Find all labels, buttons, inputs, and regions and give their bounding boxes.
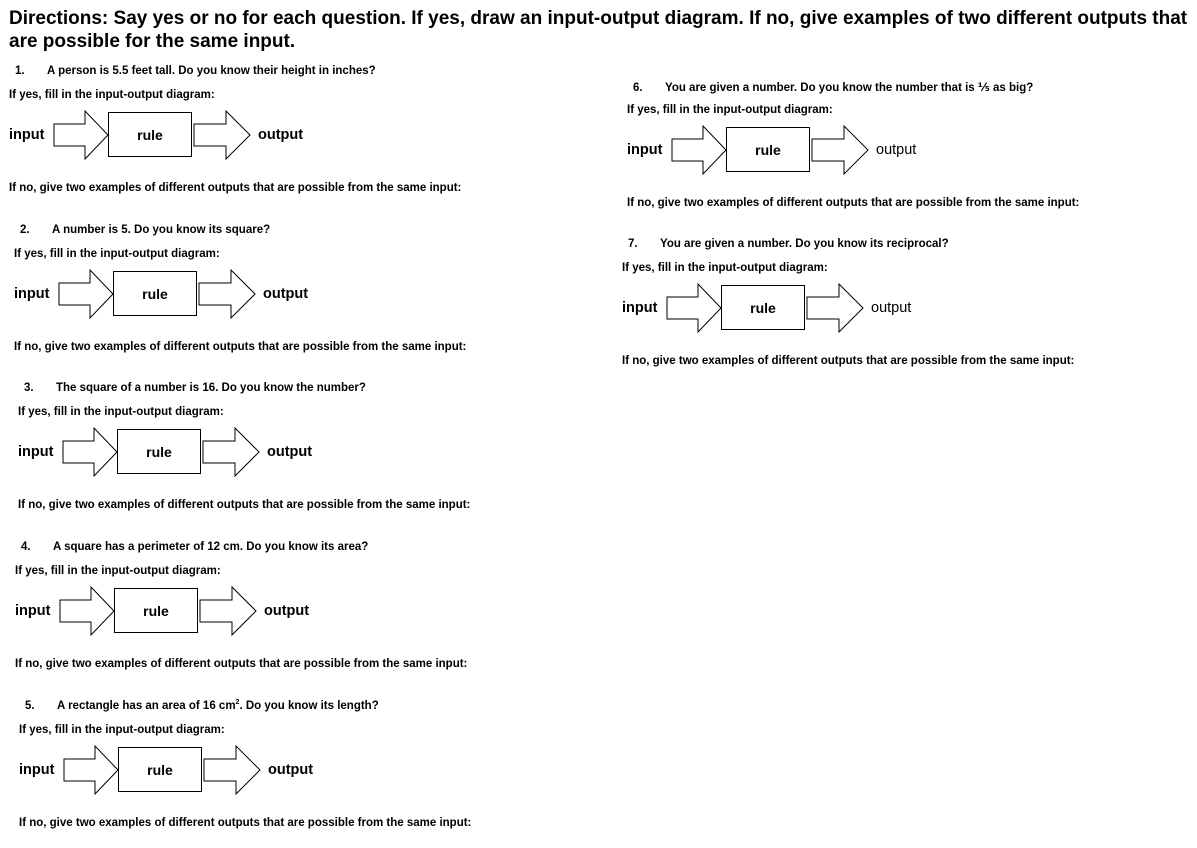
question-4: [15, 541, 575, 671]
output-arrow: [806, 283, 864, 333]
input-label: input: [627, 142, 663, 158]
question-prompt: A rectangle has an area of 16 cm: [57, 700, 236, 712]
input-output-diagram: [14, 269, 354, 319]
input-arrow: [666, 283, 722, 333]
question-number: 5.: [25, 700, 35, 712]
question-number: 4.: [21, 541, 31, 553]
rule-label: rule: [142, 285, 168, 302]
input-label: input: [15, 603, 51, 619]
if-no-instruction: If no, give two examples of different outputs that are possible from the same input:: [19, 817, 472, 829]
input-output-diagram: [627, 125, 967, 175]
if-yes-instruction: If yes, fill in the input-output diagram:: [18, 406, 224, 418]
if-yes-instruction: If yes, fill in the input-output diagram:: [622, 262, 828, 274]
question-6: [627, 80, 1187, 210]
question-number: 7.: [628, 238, 638, 250]
rule-label: rule: [147, 761, 173, 778]
input-arrow: [53, 110, 109, 160]
output-arrow: [198, 269, 256, 319]
output-arrow: [199, 586, 257, 636]
if-yes-instruction: If yes, fill in the input-output diagram:: [14, 248, 220, 260]
input-label: input: [19, 762, 55, 778]
rule-label: rule: [146, 443, 172, 460]
question-number: 1.: [15, 65, 25, 77]
question-text: [24, 382, 366, 394]
rule-label: rule: [755, 141, 781, 158]
input-arrow: [62, 427, 118, 477]
output-label: output: [871, 300, 912, 316]
rule-label: rule: [143, 602, 169, 619]
rule-box[interactable]: [117, 429, 201, 474]
question-5: [19, 700, 579, 830]
input-arrow: [63, 745, 119, 795]
output-label: output: [264, 603, 310, 619]
rule-box[interactable]: [114, 588, 198, 633]
rule-box[interactable]: [108, 112, 192, 157]
input-arrow: [671, 125, 727, 175]
question-prompt: A number is 5. Do you know its square?: [52, 224, 271, 236]
input-output-diagram: [18, 427, 358, 477]
input-label: input: [18, 444, 54, 460]
input-arrow: [58, 269, 114, 319]
rule-label: rule: [750, 299, 776, 316]
input-label: input: [9, 127, 45, 143]
question-text: [21, 541, 368, 553]
question-prompt: A square has a perimeter of 12 cm. Do you know its area?: [53, 541, 369, 553]
directions-heading: Directions: Say yes or no for each question. If yes, draw an input-output diagram. If no, give examples of two different outputs that are possible for the same input.: [9, 8, 1188, 52]
input-output-diagram: [15, 586, 355, 636]
rule-label: rule: [137, 126, 163, 143]
question-prompt: You are given a number. Do you know the number that is ⅕ as big?: [665, 82, 1034, 94]
question-text: [20, 224, 270, 236]
input-output-diagram: [9, 110, 349, 160]
if-no-instruction: If no, give two examples of different outputs that are possible from the same input:: [627, 197, 1080, 209]
input-output-diagram: [19, 745, 359, 795]
question-prompt: You are given a number. Do you know its reciprocal?: [660, 238, 949, 250]
question-3: [18, 382, 578, 512]
input-label: input: [14, 286, 50, 302]
question-1: [9, 65, 569, 195]
superscript-exponent: 2: [235, 699, 240, 707]
output-label: output: [268, 762, 314, 778]
question-text: [15, 65, 376, 77]
rule-box[interactable]: [113, 271, 197, 316]
if-no-instruction: If no, give two examples of different outputs that are possible from the same input:: [14, 341, 467, 353]
output-arrow: [811, 125, 869, 175]
question-text: [628, 238, 949, 250]
input-output-diagram: [622, 283, 962, 333]
if-no-instruction: If no, give two examples of different outputs that are possible from the same input:: [622, 355, 1075, 367]
question-7: [622, 238, 1182, 368]
if-no-instruction: If no, give two examples of different outputs that are possible from the same input:: [15, 658, 468, 670]
output-label: output: [258, 127, 304, 143]
if-yes-instruction: If yes, fill in the input-output diagram:: [19, 724, 225, 736]
output-arrow: [202, 427, 260, 477]
input-label: input: [622, 300, 658, 316]
output-arrow: [193, 110, 251, 160]
rule-box[interactable]: [726, 127, 810, 172]
question-number: 6.: [633, 82, 643, 94]
question-prompt-end: . Do you know its length?: [239, 700, 379, 712]
question-number: 3.: [24, 382, 34, 394]
question-text: [25, 700, 379, 712]
if-yes-instruction: If yes, fill in the input-output diagram:: [627, 104, 833, 116]
question-prompt: The square of a number is 16. Do you know the number?: [56, 382, 366, 394]
if-no-instruction: If no, give two examples of different outputs that are possible from the same input:: [9, 182, 462, 194]
rule-box[interactable]: [118, 747, 202, 792]
question-text: [633, 80, 1033, 94]
rule-box[interactable]: [721, 285, 805, 330]
output-label: output: [876, 142, 917, 158]
if-no-instruction: If no, give two examples of different outputs that are possible from the same input:: [18, 499, 471, 511]
question-prompt: A person is 5.5 feet tall. Do you know their height in inches?: [47, 65, 376, 77]
output-label: output: [267, 444, 313, 460]
if-yes-instruction: If yes, fill in the input-output diagram:: [9, 89, 215, 101]
output-label: output: [263, 286, 309, 302]
question-2: [14, 224, 574, 354]
if-yes-instruction: If yes, fill in the input-output diagram:: [15, 565, 221, 577]
input-arrow: [59, 586, 115, 636]
question-number: 2.: [20, 224, 30, 236]
output-arrow: [203, 745, 261, 795]
